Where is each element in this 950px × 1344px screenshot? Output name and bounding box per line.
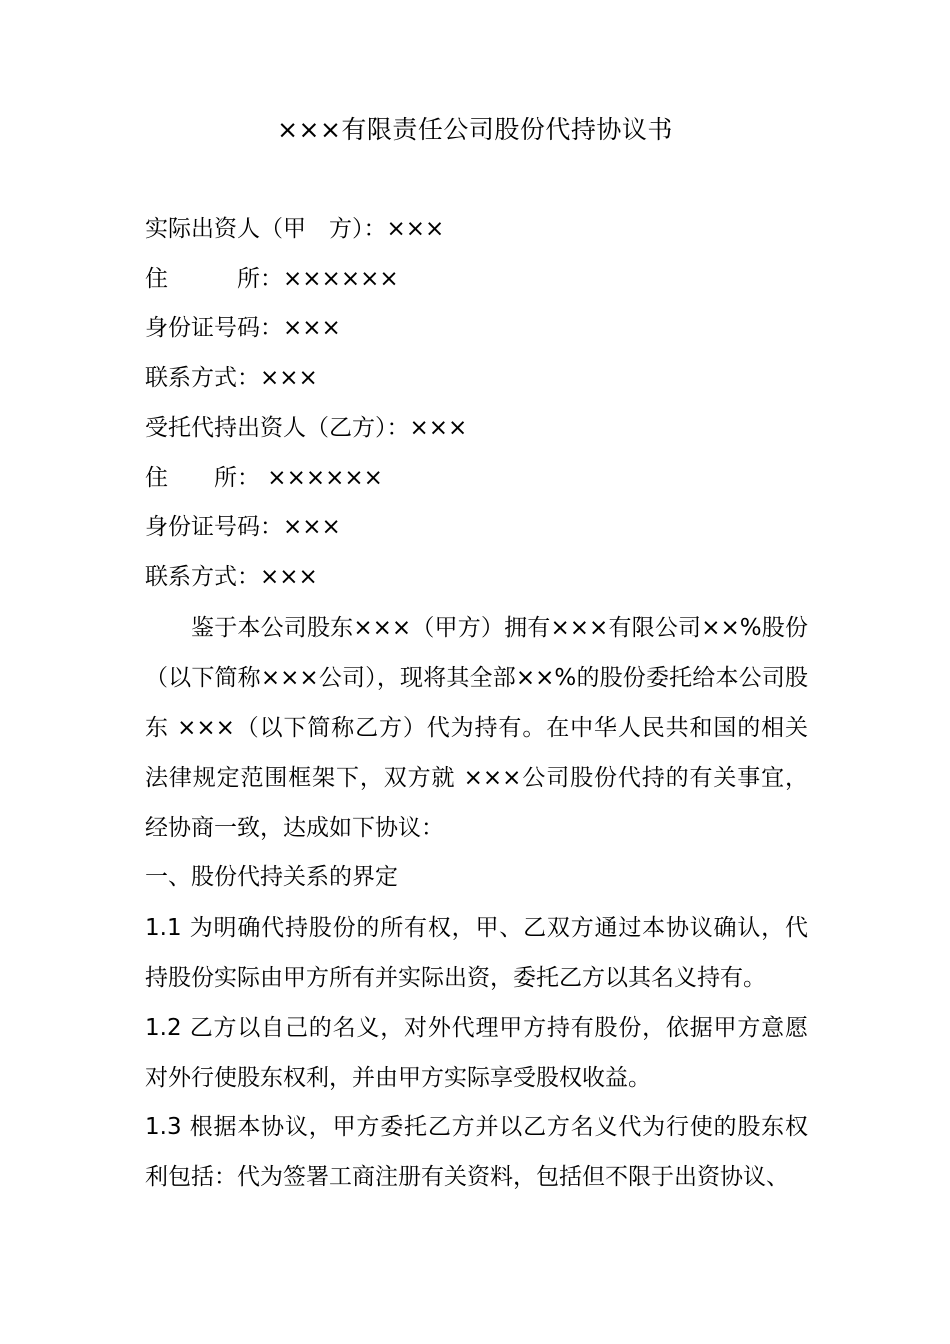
clause-1-3: 1.3 根据本协议，甲方委托乙方并以乙方名义代为行使的股东权利包括：代为签署工商注册有关资料，包括但不限于出资协议、 bbox=[145, 1114, 808, 1190]
clause-1-1: 1.1 为明确代持股份的所有权，甲、乙双方通过本协议确认，代持股份实际由甲方所有并实际出资，委托乙方以其名义持有。 bbox=[145, 915, 808, 991]
party-b-contact: 联系方式：××× bbox=[145, 564, 318, 590]
party-b-name: 受托代持出资人（乙方）：××× bbox=[145, 415, 468, 441]
party-b-id: 身份证号码：××× bbox=[145, 514, 341, 540]
party-a-contact: 联系方式：××× bbox=[145, 365, 318, 391]
party-a-id: 身份证号码：××× bbox=[145, 315, 341, 341]
section-heading: 一、股份代持关系的界定 bbox=[145, 864, 398, 890]
party-b-address: 住 所： ×××××× bbox=[145, 465, 383, 491]
clause-1-2: 1.2 乙方以自己的名义，对外代理甲方持有股份，依据甲方意愿对外行使股东权利，并由甲方实际享受股权收益。 bbox=[145, 1015, 808, 1091]
party-a-name: 实际出资人（甲 方）：××× bbox=[145, 216, 445, 242]
preamble-paragraph: 鉴于本公司股东×××（甲方）拥有×××有限公司××%股份（以下简称×××公司），现将其全部××%的股份委托给本公司股东 ×××（以下简称乙方）代为持有。在中华人民共和国的相关法律规定范围框架下，双方就 ×××公司股份代持的有关事宜，经协商一致，达成如下协议： bbox=[145, 615, 808, 841]
document-title: ×××有限责任公司股份代持协议书 bbox=[277, 115, 673, 144]
party-a-address: 住 所：×××××× bbox=[145, 266, 399, 292]
